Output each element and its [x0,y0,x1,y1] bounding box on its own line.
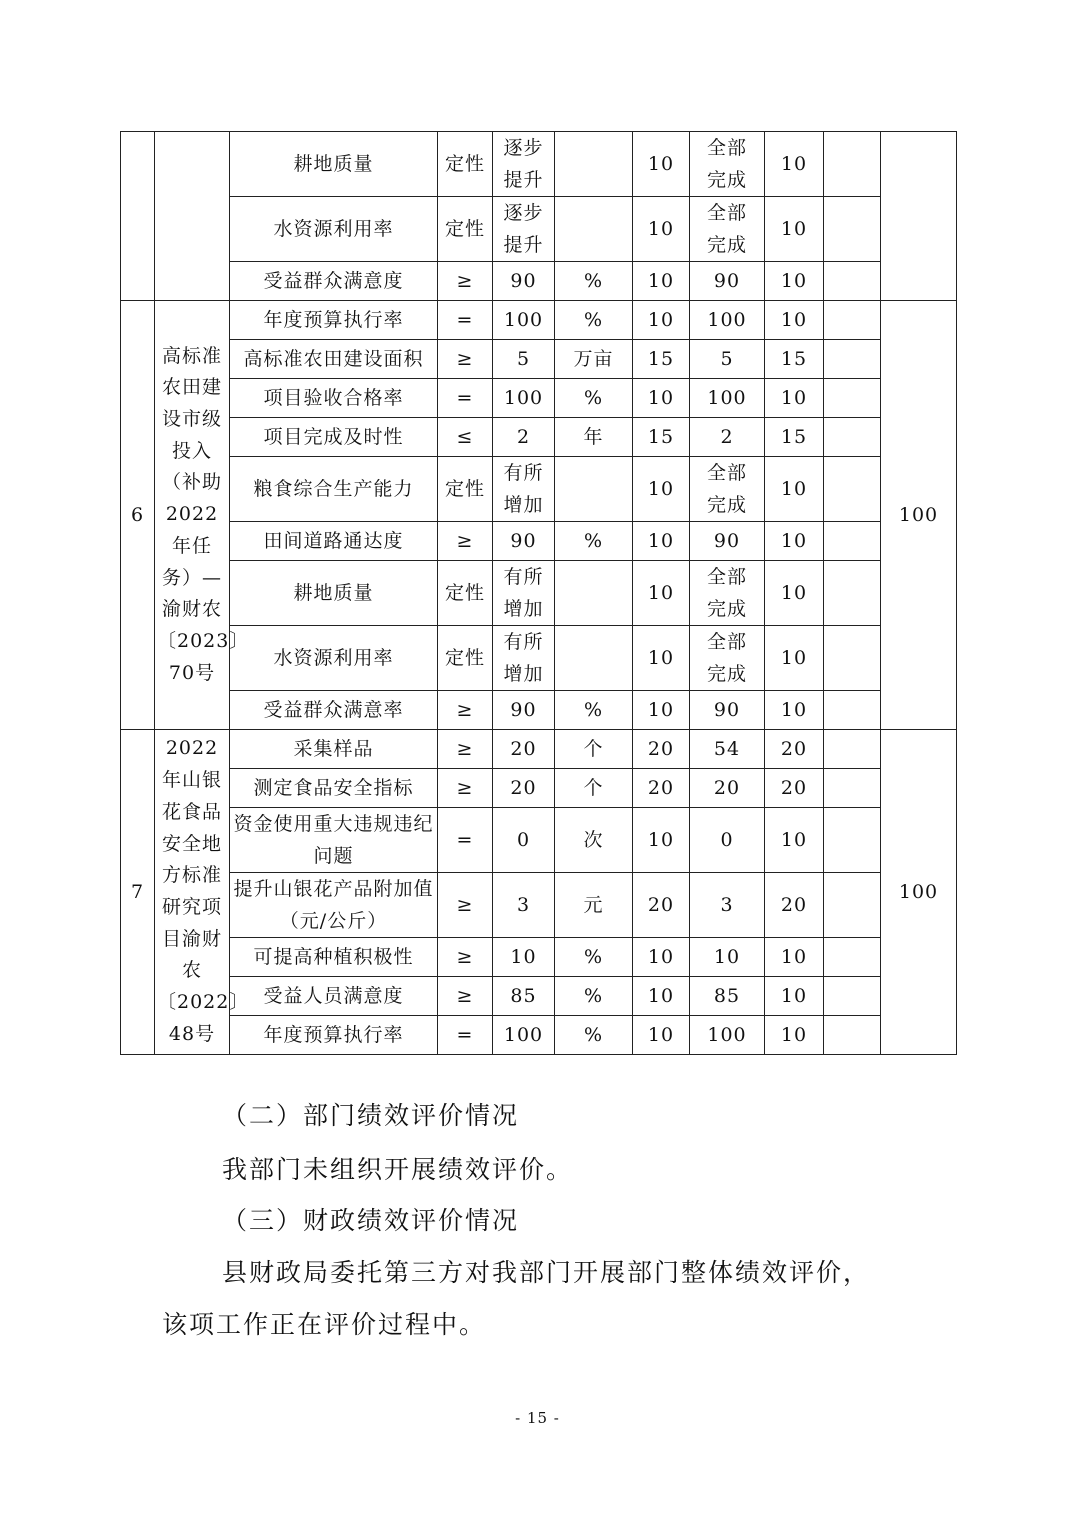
section-heading-2: （二）部门绩效评价情况 [222,1101,520,1130]
total-cell [881,132,957,301]
paragraph-3-line-1: 县财政局委托第三方对我部门开展部门整体绩效评价， [222,1258,871,1287]
table-row: 可提高种植积极性 ≥ 10 % 10 10 10 [121,938,957,977]
page-number: - 15 - [515,1409,560,1427]
table-row: 耕地质量 定性 有所增加 10 全部完成 10 [121,561,957,626]
table-row: 水资源利用率 定性 有所增加 10 全部完成 10 [121,626,957,691]
seq-cell: 6 [121,301,155,730]
paragraph-2: 我部门未组织开展绩效评价。 [222,1155,574,1184]
project-cell [155,132,230,301]
table-row: 提升山银花产品附加值（元/公斤） ≥ 3 元 20 3 20 [121,873,957,938]
table-row: 水资源利用率 定性 逐步提升 10 全部完成 10 [121,197,957,262]
table-row: 受益人员满意度 ≥ 85 % 10 85 10 [121,977,957,1016]
table-row: 高标准农田建设面积 ≥ 5 万亩 15 5 15 [121,340,957,379]
paragraph-3-line-2: 该项工作正在评价过程中。 [162,1310,487,1339]
performance-table [120,131,957,1055]
table-row: 受益群众满意度 ≥ 90 % 10 90 10 [121,262,957,301]
table-row: 测定食品安全指标 ≥ 20 个 20 20 20 [121,769,957,808]
seq-cell [121,132,155,301]
total-cell: 100 [881,301,957,730]
table-row: 粮食综合生产能力 定性 有所增加 10 全部完成 10 [121,457,957,522]
table-row: 项目完成及时性 ≤ 2 年 15 2 15 [121,418,957,457]
table-row: 耕地质量 定性 逐步提升 10 全部完成 10 [121,132,957,197]
section-heading-3: （三）财政绩效评价情况 [222,1206,520,1235]
table-row: 年度预算执行率 = 100 % 10 100 10 [121,1016,957,1055]
table-row: 资金使用重大违规违纪问题 = 0 次 10 0 10 [121,808,957,873]
total-cell: 100 [881,730,957,1055]
table-row: 田间道路通达度 ≥ 90 % 10 90 10 [121,522,957,561]
project-cell: 2022年山银花食品安全地方标准研究项目渝财农〔2022〕48号 [155,730,230,1055]
seq-cell: 7 [121,730,155,1055]
project-cell: 高标准农田建设市级投入（补助2022年任务）—渝财农〔2023〕70号 [155,301,230,730]
table-row: 项目验收合格率 = 100 % 10 100 10 [121,379,957,418]
table-row: 7 2022年山银花食品安全地方标准研究项目渝财农〔2022〕48号 采集样品 ≥ 20 个 20 54 20 100 [121,730,957,769]
table-row: 6 高标准农田建设市级投入（补助2022年任务）—渝财农〔2023〕70号 年度预算执行率 = 100 % 10 100 10 100 [121,301,957,340]
table-row: 受益群众满意率 ≥ 90 % 10 90 10 [121,691,957,730]
